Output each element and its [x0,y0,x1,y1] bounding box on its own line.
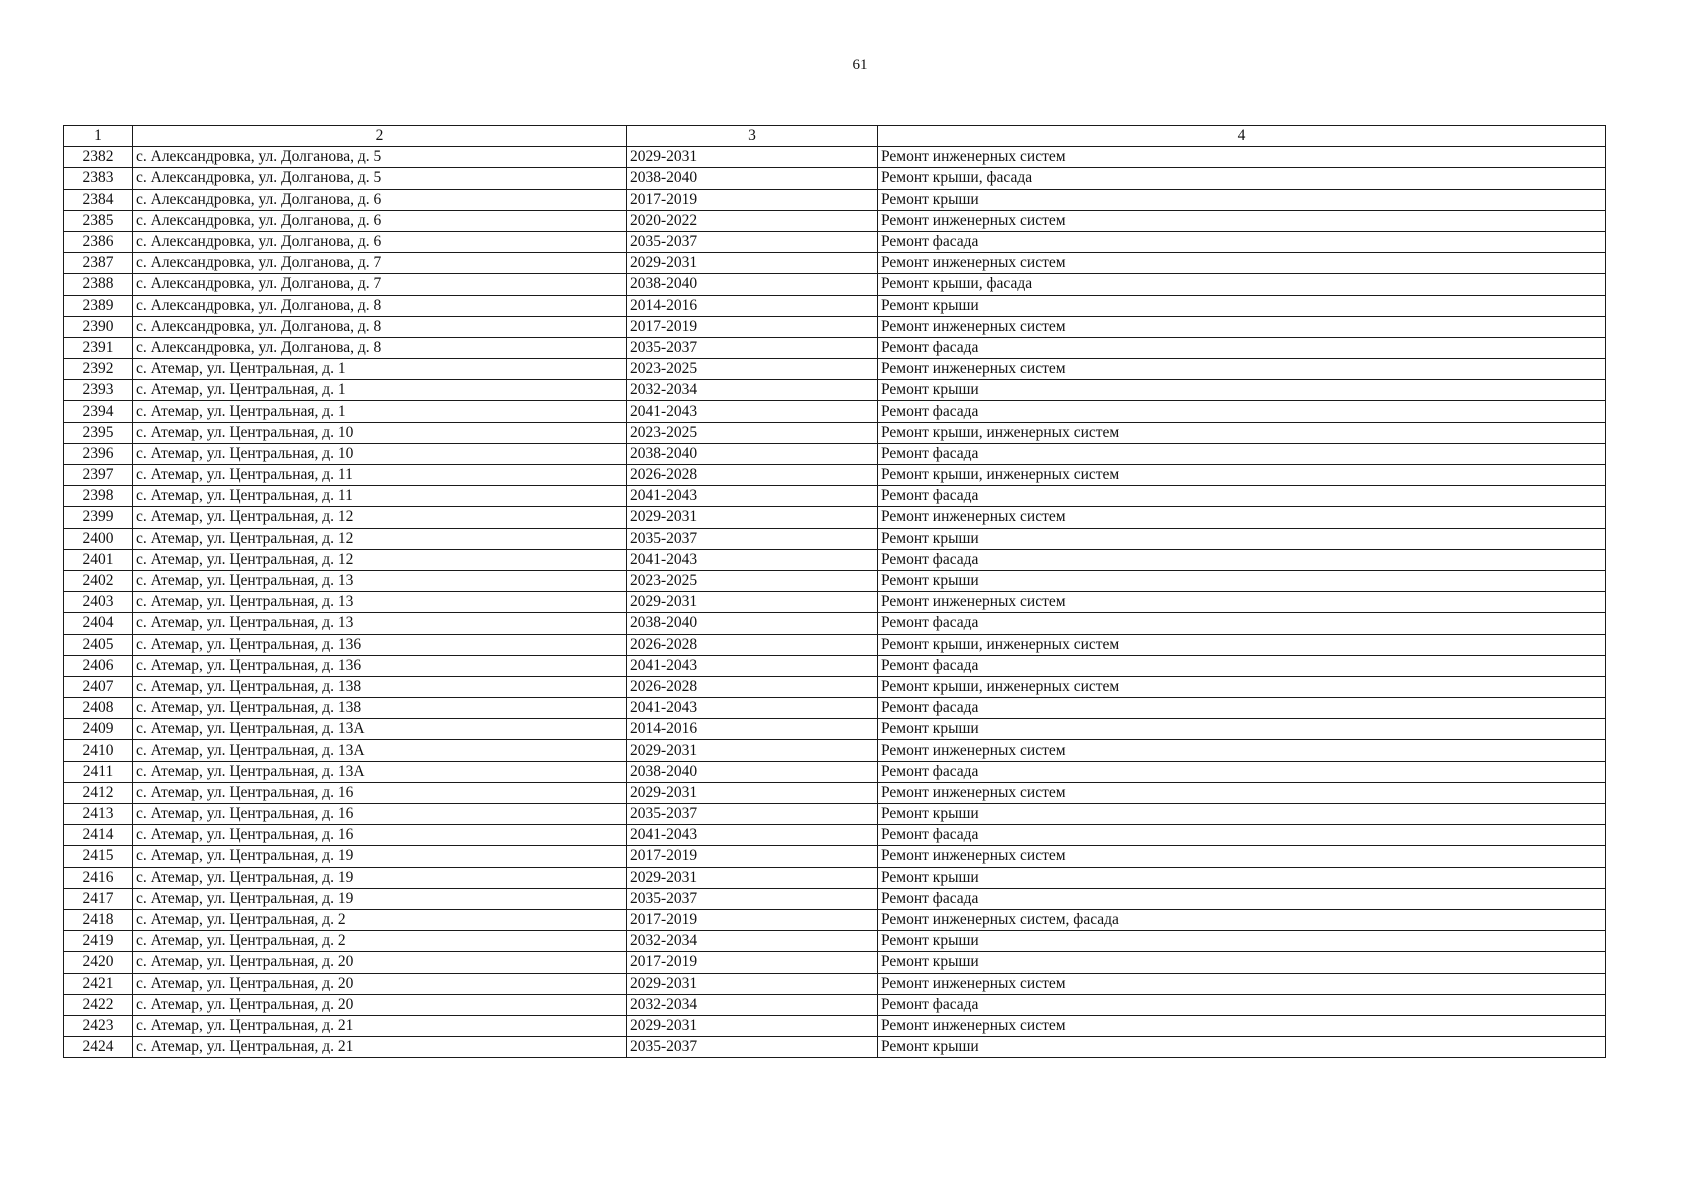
row-number-cell: 2391 [64,337,133,358]
row-number-cell: 2389 [64,295,133,316]
address-cell: с. Атемар, ул. Центральная, д. 20 [133,994,627,1015]
table-row [64,825,1606,846]
table-row [64,359,1606,380]
address-cell: с. Атемар, ул. Центральная, д. 12 [133,528,627,549]
row-number-cell: 2405 [64,634,133,655]
address-cell: с. Атемар, ул. Центральная, д. 16 [133,804,627,825]
row-number-cell: 2396 [64,443,133,464]
table-row [64,973,1606,994]
row-number-cell: 2423 [64,1015,133,1036]
period-cell: 2026-2028 [627,634,878,655]
period-cell: 2029-2031 [627,592,878,613]
address-cell: с. Атемар, ул. Центральная, д. 16 [133,782,627,803]
work-type-cell: Ремонт фасада [878,994,1606,1015]
table-row [64,528,1606,549]
period-cell: 2032-2034 [627,994,878,1015]
row-number-cell: 2383 [64,168,133,189]
address-cell: с. Александровка, ул. Долганова, д. 6 [133,210,627,231]
period-cell: 2017-2019 [627,846,878,867]
address-cell: с. Александровка, ул. Долганова, д. 5 [133,147,627,168]
row-number-cell: 2406 [64,655,133,676]
address-cell: с. Александровка, ул. Долганова, д. 8 [133,316,627,337]
address-cell: с. Александровка, ул. Долганова, д. 5 [133,168,627,189]
table-row [64,231,1606,252]
work-type-cell: Ремонт фасада [878,613,1606,634]
row-number-cell: 2385 [64,210,133,231]
row-number-cell: 2404 [64,613,133,634]
work-type-cell: Ремонт фасада [878,888,1606,909]
table-row [64,168,1606,189]
work-type-cell: Ремонт крыши [878,719,1606,740]
address-cell: с. Атемар, ул. Центральная, д. 11 [133,486,627,507]
table-row [64,549,1606,570]
address-cell: с. Атемар, ул. Центральная, д. 13А [133,719,627,740]
table-row [64,337,1606,358]
period-cell: 2035-2037 [627,528,878,549]
row-number-cell: 2394 [64,401,133,422]
period-cell: 2029-2031 [627,1015,878,1036]
table-row [64,1037,1606,1058]
work-type-cell: Ремонт крыши, фасада [878,274,1606,295]
table-row [64,253,1606,274]
address-cell: с. Атемар, ул. Центральная, д. 136 [133,655,627,676]
work-type-cell: Ремонт фасада [878,825,1606,846]
table-row [64,613,1606,634]
table-row [64,888,1606,909]
row-number-cell: 2410 [64,740,133,761]
table-row [64,761,1606,782]
period-cell: 2017-2019 [627,316,878,337]
row-number-cell: 2387 [64,253,133,274]
work-type-cell: Ремонт крыши [878,570,1606,591]
period-cell: 2023-2025 [627,422,878,443]
row-number-cell: 2422 [64,994,133,1015]
table-header-row [64,126,1606,147]
work-type-cell: Ремонт крыши [878,295,1606,316]
row-number-cell: 2393 [64,380,133,401]
address-cell: с. Атемар, ул. Центральная, д. 1 [133,380,627,401]
table-row [64,147,1606,168]
work-type-cell: Ремонт крыши, инженерных систем [878,676,1606,697]
repair-schedule-table [63,125,1606,1058]
period-cell: 2029-2031 [627,782,878,803]
table-row [64,592,1606,613]
row-number-cell: 2413 [64,804,133,825]
address-cell: с. Александровка, ул. Долганова, д. 7 [133,253,627,274]
work-type-cell: Ремонт крыши, фасада [878,168,1606,189]
period-cell: 2038-2040 [627,613,878,634]
period-cell: 2035-2037 [627,1037,878,1058]
work-type-cell: Ремонт инженерных систем [878,1015,1606,1036]
table-row [64,210,1606,231]
work-type-cell: Ремонт фасада [878,231,1606,252]
table-row [64,380,1606,401]
period-cell: 2038-2040 [627,761,878,782]
table-row [64,994,1606,1015]
address-cell: с. Александровка, ул. Долганова, д. 6 [133,231,627,252]
work-type-cell: Ремонт инженерных систем [878,316,1606,337]
table-row [64,422,1606,443]
row-number-cell: 2382 [64,147,133,168]
table-row [64,782,1606,803]
row-number-cell: 2400 [64,528,133,549]
period-cell: 2035-2037 [627,888,878,909]
period-cell: 2014-2016 [627,719,878,740]
work-type-cell: Ремонт крыши, инженерных систем [878,422,1606,443]
row-number-cell: 2397 [64,465,133,486]
period-cell: 2035-2037 [627,804,878,825]
work-type-cell: Ремонт инженерных систем [878,507,1606,528]
table-body [64,147,1606,1058]
period-cell: 2035-2037 [627,231,878,252]
address-cell: с. Атемар, ул. Центральная, д. 1 [133,401,627,422]
address-cell: с. Атемар, ул. Центральная, д. 1 [133,359,627,380]
table-row [64,189,1606,210]
work-type-cell: Ремонт фасада [878,761,1606,782]
row-number-cell: 2398 [64,486,133,507]
table-row [64,486,1606,507]
period-cell: 2032-2034 [627,380,878,401]
period-cell: 2041-2043 [627,655,878,676]
table-row [64,698,1606,719]
work-type-cell: Ремонт крыши [878,931,1606,952]
row-number-cell: 2399 [64,507,133,528]
row-number-cell: 2402 [64,570,133,591]
table-row [64,634,1606,655]
period-cell: 2023-2025 [627,570,878,591]
address-cell: с. Атемар, ул. Центральная, д. 2 [133,909,627,930]
address-cell: с. Атемар, ул. Центральная, д. 19 [133,888,627,909]
period-cell: 2041-2043 [627,825,878,846]
table-row [64,804,1606,825]
period-cell: 2038-2040 [627,274,878,295]
work-type-cell: Ремонт крыши [878,867,1606,888]
address-cell: с. Атемар, ул. Центральная, д. 2 [133,931,627,952]
address-cell: с. Атемар, ул. Центральная, д. 11 [133,465,627,486]
address-cell: с. Атемар, ул. Центральная, д. 12 [133,549,627,570]
table-row [64,570,1606,591]
page-number: 61 [852,57,868,73]
table-row [64,719,1606,740]
row-number-cell: 2395 [64,422,133,443]
row-number-cell: 2388 [64,274,133,295]
address-cell: с. Атемар, ул. Центральная, д. 10 [133,443,627,464]
work-type-cell: Ремонт фасада [878,443,1606,464]
work-type-cell: Ремонт крыши [878,380,1606,401]
period-cell: 2020-2022 [627,210,878,231]
column-header-period: 3 [627,126,878,147]
row-number-cell: 2411 [64,761,133,782]
row-number-cell: 2421 [64,973,133,994]
table-row [64,401,1606,422]
table-row [64,295,1606,316]
work-type-cell: Ремонт инженерных систем [878,846,1606,867]
address-cell: с. Атемар, ул. Центральная, д. 20 [133,973,627,994]
work-type-cell: Ремонт фасада [878,486,1606,507]
table-row [64,846,1606,867]
address-cell: с. Атемар, ул. Центральная, д. 136 [133,634,627,655]
table-row [64,909,1606,930]
work-type-cell: Ремонт инженерных систем [878,147,1606,168]
work-type-cell: Ремонт инженерных систем [878,782,1606,803]
row-number-cell: 2419 [64,931,133,952]
work-type-cell: Ремонт крыши [878,1037,1606,1058]
row-number-cell: 2412 [64,782,133,803]
address-cell: с. Александровка, ул. Долганова, д. 8 [133,337,627,358]
row-number-cell: 2415 [64,846,133,867]
row-number-cell: 2392 [64,359,133,380]
work-type-cell: Ремонт инженерных систем [878,973,1606,994]
table-row [64,931,1606,952]
table-row [64,507,1606,528]
address-cell: с. Александровка, ул. Долганова, д. 8 [133,295,627,316]
table-row [64,465,1606,486]
row-number-cell: 2417 [64,888,133,909]
row-number-cell: 2403 [64,592,133,613]
table-row [64,952,1606,973]
period-cell: 2026-2028 [627,676,878,697]
period-cell: 2038-2040 [627,168,878,189]
work-type-cell: Ремонт крыши [878,952,1606,973]
row-number-cell: 2418 [64,909,133,930]
row-number-cell: 2401 [64,549,133,570]
address-cell: с. Атемар, ул. Центральная, д. 13А [133,761,627,782]
period-cell: 2017-2019 [627,909,878,930]
work-type-cell: Ремонт инженерных систем, фасада [878,909,1606,930]
period-cell: 2017-2019 [627,952,878,973]
period-cell: 2029-2031 [627,973,878,994]
row-number-cell: 2384 [64,189,133,210]
table-row [64,676,1606,697]
work-type-cell: Ремонт инженерных систем [878,592,1606,613]
table-row [64,274,1606,295]
address-cell: с. Атемар, ул. Центральная, д. 21 [133,1015,627,1036]
address-cell: с. Атемар, ул. Центральная, д. 138 [133,698,627,719]
period-cell: 2029-2031 [627,253,878,274]
row-number-cell: 2414 [64,825,133,846]
address-cell: с. Атемар, ул. Центральная, д. 19 [133,846,627,867]
row-number-cell: 2416 [64,867,133,888]
period-cell: 2032-2034 [627,931,878,952]
row-number-cell: 2409 [64,719,133,740]
period-cell: 2041-2043 [627,549,878,570]
table-row [64,740,1606,761]
row-number-cell: 2390 [64,316,133,337]
address-cell: с. Атемар, ул. Центральная, д. 12 [133,507,627,528]
row-number-cell: 2407 [64,676,133,697]
address-cell: с. Александровка, ул. Долганова, д. 7 [133,274,627,295]
period-cell: 2041-2043 [627,698,878,719]
work-type-cell: Ремонт фасада [878,549,1606,570]
column-header-work-type: 4 [878,126,1606,147]
address-cell: с. Атемар, ул. Центральная, д. 13 [133,570,627,591]
period-cell: 2029-2031 [627,147,878,168]
work-type-cell: Ремонт крыши [878,804,1606,825]
work-type-cell: Ремонт фасада [878,401,1606,422]
period-cell: 2023-2025 [627,359,878,380]
period-cell: 2017-2019 [627,189,878,210]
period-cell: 2035-2037 [627,337,878,358]
work-type-cell: Ремонт крыши, инженерных систем [878,465,1606,486]
row-number-cell: 2420 [64,952,133,973]
work-type-cell: Ремонт инженерных систем [878,253,1606,274]
address-cell: с. Атемар, ул. Центральная, д. 21 [133,1037,627,1058]
period-cell: 2041-2043 [627,401,878,422]
row-number-cell: 2424 [64,1037,133,1058]
column-header-address: 2 [133,126,627,147]
address-cell: с. Атемар, ул. Центральная, д. 13А [133,740,627,761]
column-header-number: 1 [64,126,133,147]
work-type-cell: Ремонт инженерных систем [878,359,1606,380]
table-row [64,443,1606,464]
address-cell: с. Александровка, ул. Долганова, д. 6 [133,189,627,210]
row-number-cell: 2386 [64,231,133,252]
period-cell: 2041-2043 [627,486,878,507]
work-type-cell: Ремонт фасада [878,337,1606,358]
address-cell: с. Атемар, ул. Центральная, д. 10 [133,422,627,443]
table-row [64,655,1606,676]
address-cell: с. Атемар, ул. Центральная, д. 19 [133,867,627,888]
address-cell: с. Атемар, ул. Центральная, д. 20 [133,952,627,973]
period-cell: 2029-2031 [627,867,878,888]
address-cell: с. Атемар, ул. Центральная, д. 138 [133,676,627,697]
work-type-cell: Ремонт крыши [878,528,1606,549]
table-row [64,867,1606,888]
work-type-cell: Ремонт фасада [878,698,1606,719]
period-cell: 2029-2031 [627,740,878,761]
work-type-cell: Ремонт инженерных систем [878,210,1606,231]
work-type-cell: Ремонт крыши [878,189,1606,210]
period-cell: 2014-2016 [627,295,878,316]
table-row [64,316,1606,337]
work-type-cell: Ремонт крыши, инженерных систем [878,634,1606,655]
table-row [64,1015,1606,1036]
row-number-cell: 2408 [64,698,133,719]
period-cell: 2026-2028 [627,465,878,486]
work-type-cell: Ремонт инженерных систем [878,740,1606,761]
work-type-cell: Ремонт фасада [878,655,1606,676]
period-cell: 2029-2031 [627,507,878,528]
period-cell: 2038-2040 [627,443,878,464]
address-cell: с. Атемар, ул. Центральная, д. 13 [133,592,627,613]
address-cell: с. Атемар, ул. Центральная, д. 16 [133,825,627,846]
address-cell: с. Атемар, ул. Центральная, д. 13 [133,613,627,634]
